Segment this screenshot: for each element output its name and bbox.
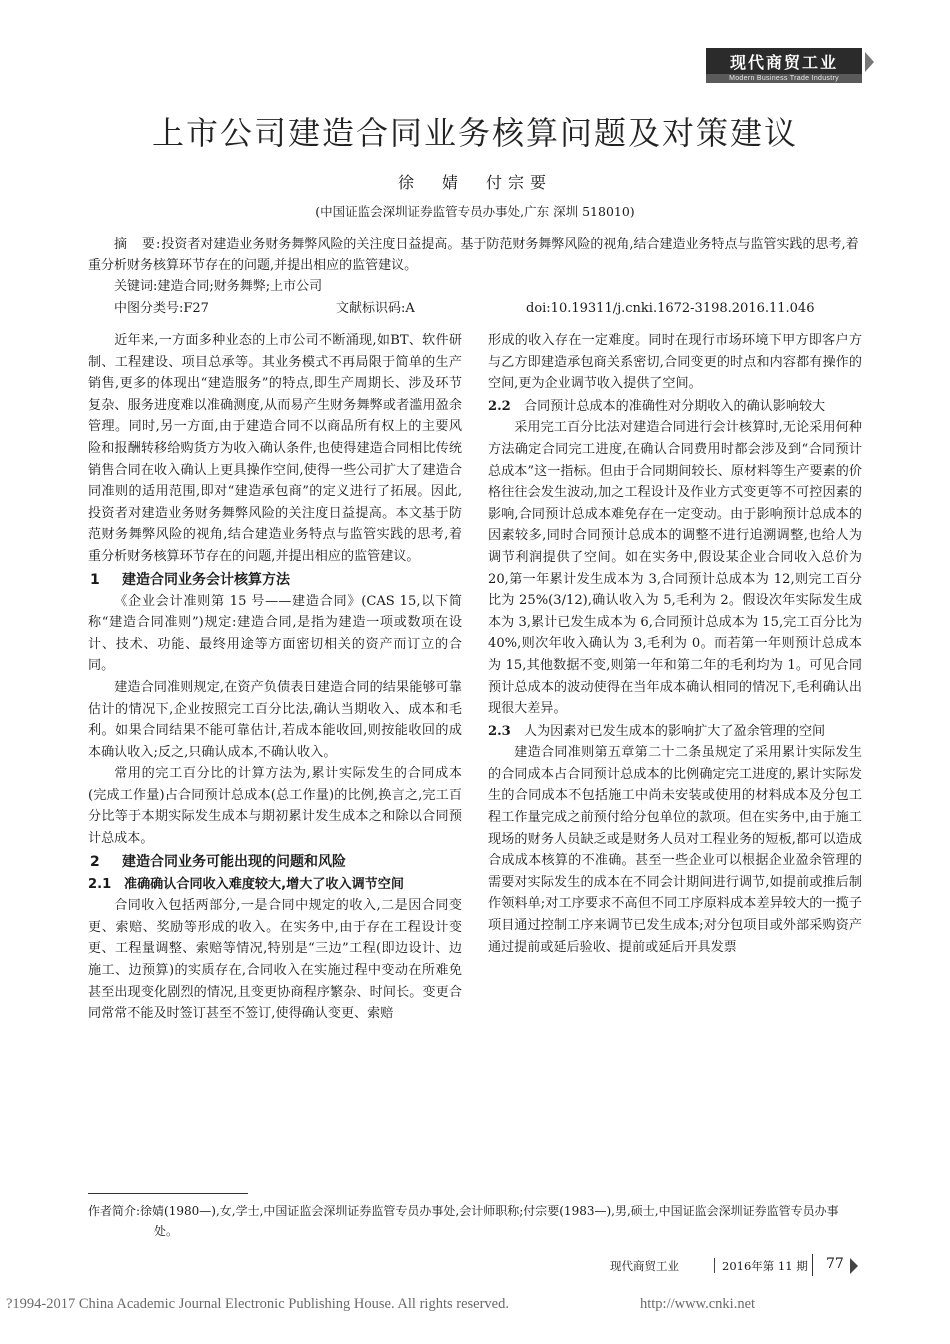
abstract-label: 摘 要: <box>114 237 162 252</box>
journal-logo <box>706 48 862 83</box>
body-column-right <box>488 330 862 958</box>
triangle-marker-icon <box>865 52 874 72</box>
subsection-title: 准确确认合同收入难度较大,增大了收入调节空间 <box>124 876 404 892</box>
paragraph: 常用的完工百分比的计算方法为,累计实际发生的合同成本(完成工作量)占合同预计总成本(总工作量)的比例,换言之,完工百分比等于本期实际发生成本与期初累计发生成本之和除以合同预计总成本。 <box>88 766 462 847</box>
subsection-title: 人为因素对已发生成本的影响扩大了盈余管理的空间 <box>524 723 826 739</box>
triangle-marker-icon <box>850 1258 858 1274</box>
footnote-label: 作者简介: <box>88 1204 141 1218</box>
doi: doi:10.19311/j.cnki.1672-3198.2016.11.046 <box>526 301 815 316</box>
footnote-text: 徐婧(1980—),女,学士,中国证监会深圳证券监管专员办事处,会计师职称;付宗要(1983—),男,硕士,中国证监会深圳证券监管专员办事处。 <box>140 1204 839 1238</box>
footer-separator <box>812 1254 813 1276</box>
paper-title: 上市公司建造合同业务核算问题及对策建议 <box>151 114 798 152</box>
subsection-heading-2-1 <box>88 874 462 896</box>
subsection-title: 合同预计总成本的准确性对分期收入的确认影响较大 <box>524 398 826 414</box>
abstract <box>88 234 862 276</box>
intro-paragraph: 近年来,一方面多种业态的上市公司不断涌现,如BT、软件研制、工程建设、项目总承等。其业务模式不再局限于简单的生产销售,更多的体现出“建造服务”的特点,即生产周期长、涉及环节复杂、服务进度难以准确测度,从而易产生财务舞弊或者滥用盈余管理。同时,另一方面,由于建造合同不以商品所有权上的主要风险和报酬转移给购货方为收入确认条件,也使得建造合同相比传统销售合同在收入确认上更具操作空间,使得一些公司扩大了建造合同准则的适用范围,即对“建造承包商”的定义进行了拓展。因此,投资者对建造业务财务舞弊风险的关注度日益提高。本文基于防范财务舞弊风险的视角,结合建造业务特点与监管实践的思考,着重分析财务核算环节存在的问题,并提出相应的监管建议。 <box>88 333 462 564</box>
subsection-number: 2.3 <box>488 723 511 739</box>
paragraph-continued: 形成的收入存在一定难度。同时在现行市场环境下甲方即客户方与乙方即建造承包商关系密切,合同变更的时点和内容都有操作的空间,更为企业调节收入提供了空间。 <box>488 333 862 392</box>
document-code: 文献标识码:A <box>336 301 415 316</box>
journal-name-en: Modern Business Trade Industry <box>706 74 862 83</box>
journal-name-cn: 现代商贸工业 <box>706 48 862 74</box>
footer-issue: 2016年第 11 期 <box>722 1259 808 1273</box>
authors: 徐 婧 付宗要 <box>397 173 552 192</box>
author-bio-footnote <box>88 1201 862 1241</box>
paragraph: 建造合同准则第五章第二十二条虽规定了采用累计实际发生的合同成本占合同预计总成本的比例确定完工进度的,累计实际发生的合同成本不包括施工中尚未安装或使用的材料成本及分包工程工作量完成之前预付给分包单位的款项。但在实务中,由于施工现场的财务人员缺乏或是财务人员对工程业务的短板,都可以造成合成成本核算的不准确。甚至一些企业可以根据企业盈余管理的需要对实际发生的成本在不同会计期间进行调节,如提前或推后制作领料单;对工序要求不高但不同工序原料成本差异较大的一揽子项目通过控制工序来调节已发生成本;对分包项目或外部采购资产通过提前或延后验收、提前或延后开具发票 <box>488 745 862 955</box>
section-heading-2 <box>88 851 462 873</box>
subsection-heading-2-3 <box>488 721 862 743</box>
subsection-number: 2.1 <box>88 876 112 892</box>
copyright-notice: ?1994-2017 China Academic Journal Electronic Publishing House. All rights reserved. <box>6 1296 509 1312</box>
keywords <box>88 276 862 297</box>
footer-journal-name: 现代商贸工业 <box>610 1259 679 1273</box>
paragraph: 采用完工百分比法对建造合同进行会计核算时,无论采用何种方法确定合同完工进度,在确认合同费用时都会涉及到“合同预计总成本”这一指标。但由于合同期间较长、原材料等生产要素的价格往往会发生波动,加之工程设计及作业方式变更等不可控因素的影响,合同预计总成本难免存在一定变动。由于影响预计总成本的因素较多,同时合同预计总成本的调整不进行追溯调整,也给人为调节利润提供了空间。如在实务中,假设某企业合同收入总价为 20,第一年累计发生成本为 3,合同预计总成本为 12,则完工百分比为 25%(3/12),确认收入为 5,毛利为 2。假设次年实际发生成本为 3,累计已发生成本为 6,合同预计总成本为 15,完工百分比为 40%,则次年收入确认为 3,毛利为 0。而若第一年则预计总成本为 15,其他数据不变,则第一年和第二年的毛利均为 1。可见合同预计总成本的波动使得在当年成本确认相同的情况下,毛利确认出现很大差异。 <box>488 420 862 717</box>
subsection-heading-2-2 <box>488 396 862 418</box>
abstract-text: 投资者对建造业务财务舞弊风险的关注度日益提高。基于防范财务舞弊风险的视角,结合建造业务特点与监管实践的思考,着重分析财务核算环节存在的问题,并提出相应的监管建议。 <box>88 237 859 273</box>
keywords-label: 关键词: <box>114 279 158 294</box>
classification-row <box>88 298 862 319</box>
body-column-left <box>88 330 462 1025</box>
section-title: 建造合同业务会计核算方法 <box>122 571 290 588</box>
paragraph: 建造合同准则规定,在资产负债表日建造合同的结果能够可靠估计的情况下,企业按照完工百分比法,确认当期收入、成本和毛利。如果合同结果不能可靠估计,若成本能收回,则按能收回的成本确认收入;反之,只确认成本,不确认收入。 <box>88 679 462 760</box>
paragraph: 合同收入包括两部分,一是合同中规定的收入,二是因合同变更、索赔、奖励等形成的收入。在实务中,由于存在工程设计变更、工程量调整、索赔等情况,特别是“三边”工程(即边设计、边施工、边预算)的实质存在,合同收入在实施过程中变动在所难免甚至出现变化剧烈的情况,且变更协商程序繁杂、时间长。变更合同常常不能及时签订甚至不签订,使得确认变更、索赔 <box>88 898 462 1022</box>
paragraph: 《企业会计准则第 15 号——建造合同》(CAS 15,以下简称“建造合同准则”)规定:建造合同,是指为建造一项或数项在设计、技术、功能、最终用途等方面密切相关的资产而订立的合同。 <box>88 593 462 674</box>
cnki-url: http://www.cnki.net <box>640 1296 756 1312</box>
section-heading-1 <box>88 569 462 591</box>
subsection-number: 2.2 <box>488 398 511 414</box>
page-number: 77 <box>826 1256 844 1272</box>
clc-number: 中图分类号:F27 <box>114 301 209 316</box>
keywords-text: 建造合同;财务舞弊;上市公司 <box>157 279 323 294</box>
section-number: 1 <box>90 571 100 588</box>
section-number: 2 <box>90 853 100 870</box>
section-title: 建造合同业务可能出现的问题和风险 <box>122 853 346 870</box>
footnote-divider <box>88 1193 248 1194</box>
affiliation: (中国证监会深圳证券监管专员办事处,广东 深圳 518010) <box>315 204 635 219</box>
footer-separator <box>714 1258 715 1273</box>
